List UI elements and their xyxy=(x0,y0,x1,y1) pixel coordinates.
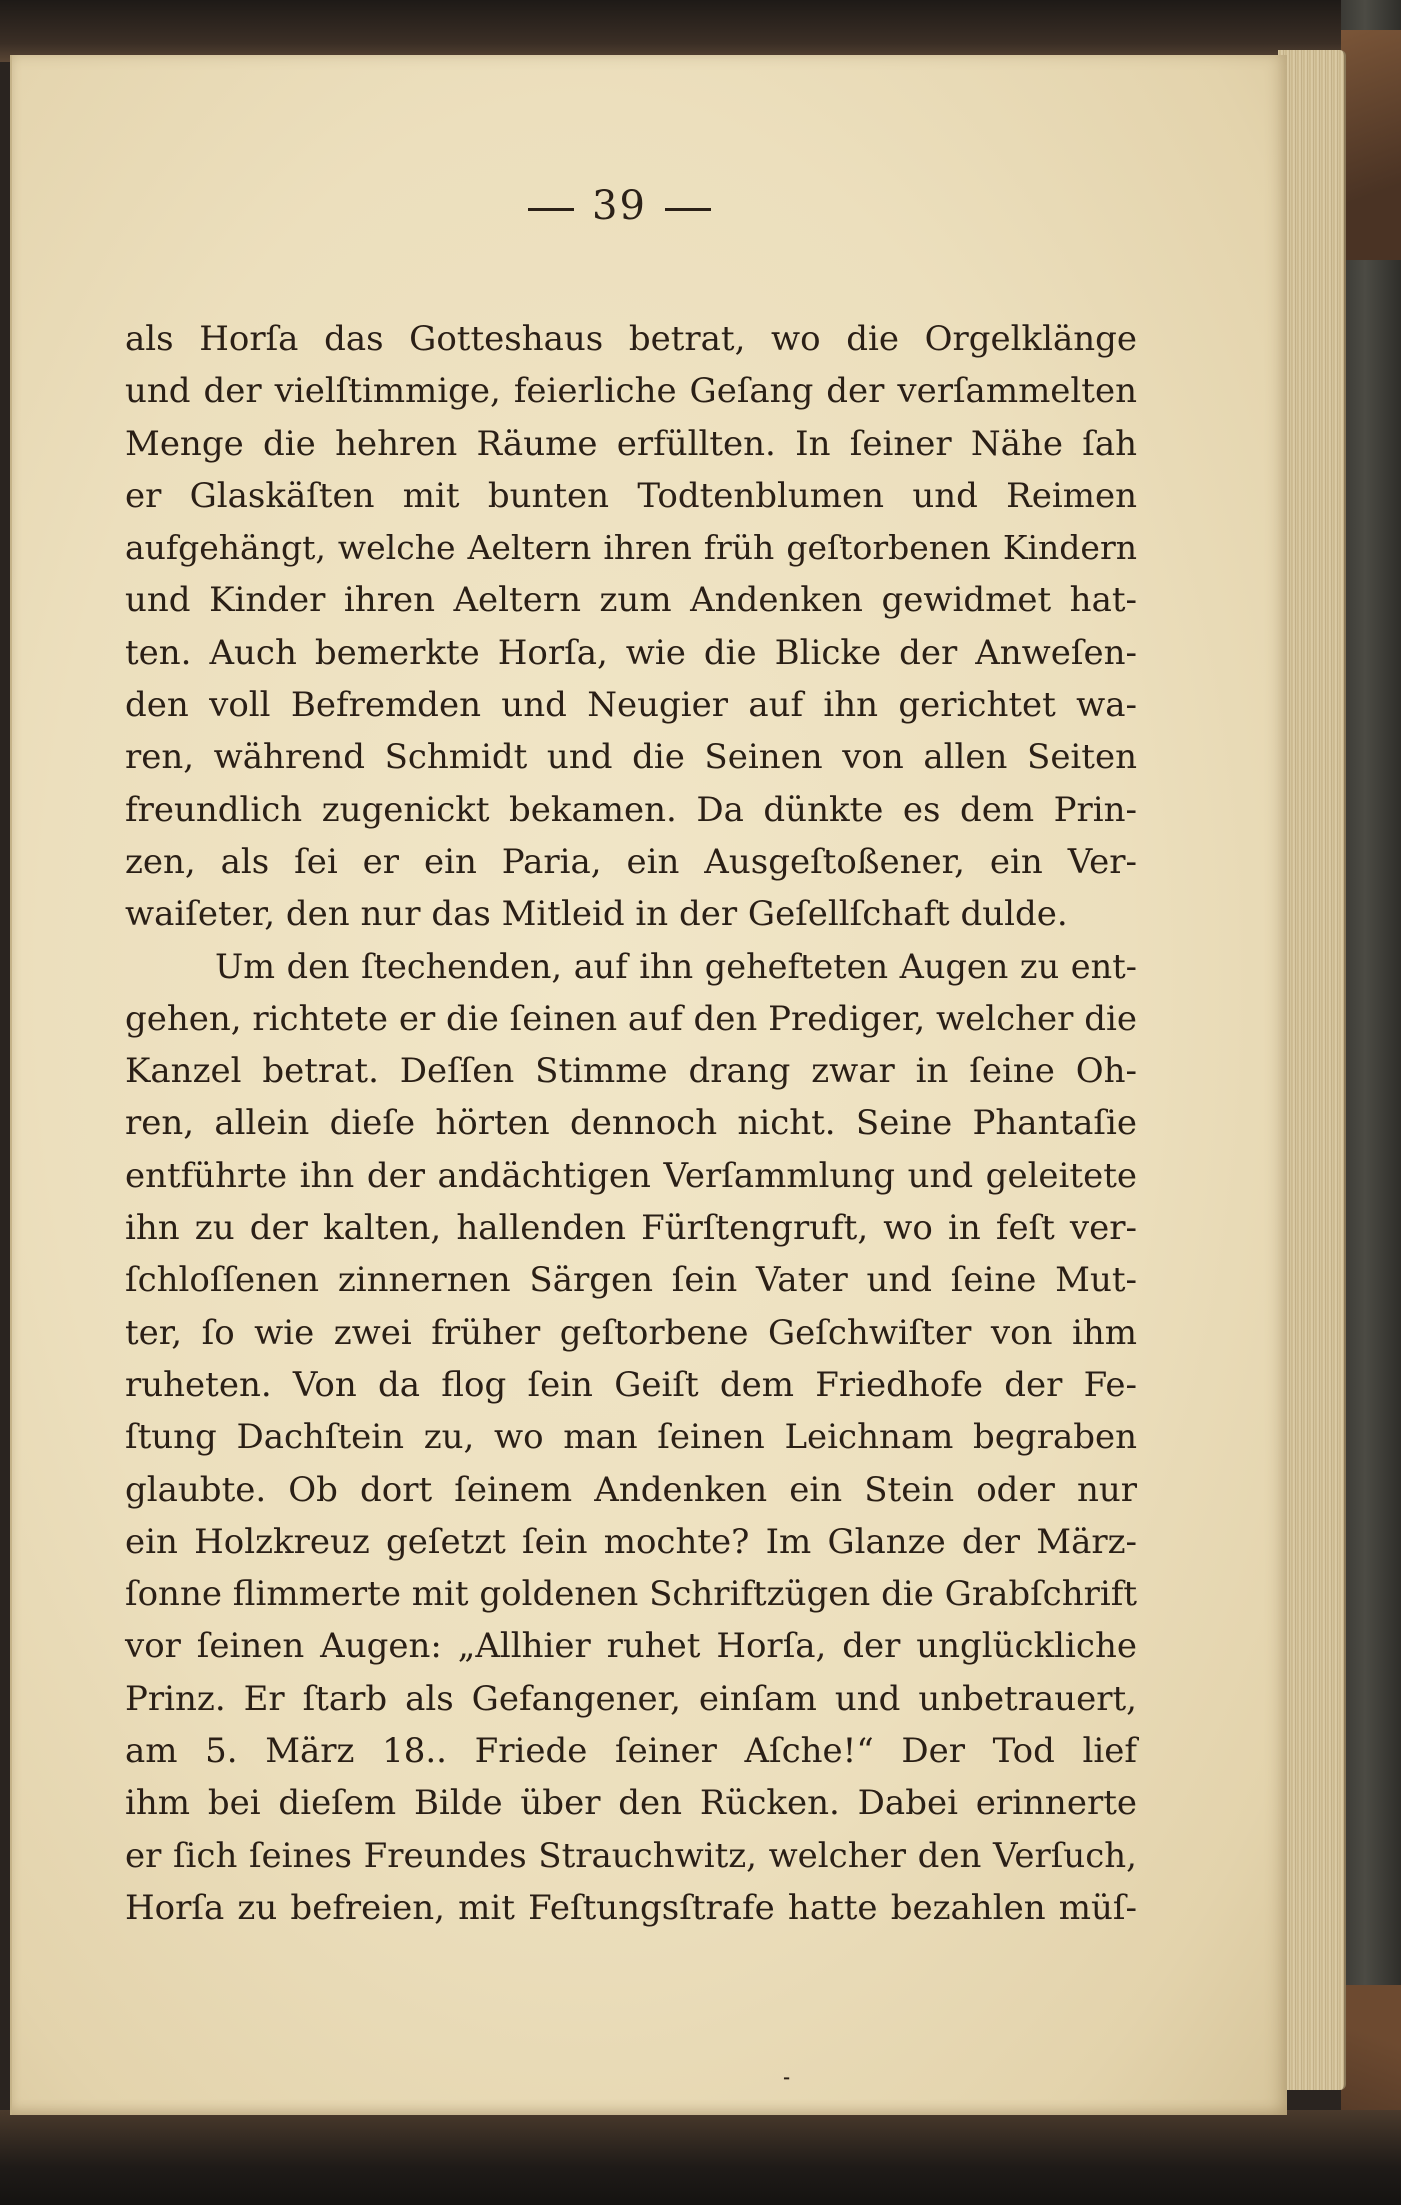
text-line: ter, ſo wie zwei früher geſtorbene Geſchwiſter von ihm xyxy=(125,1312,1137,1353)
page-number: 39 xyxy=(592,183,647,229)
text-line: er ſich ſeines Freundes Strauchwitz, welcher den Verſuch, xyxy=(125,1835,1137,1876)
text-line: ihm bei dieſem Bilde über den Rücken. Dabei erinnerte xyxy=(125,1783,1137,1824)
text-line: glaubte. Ob dort ſeinem Andenken ein Stein oder nur xyxy=(125,1469,1137,1510)
text-line: vor ſeinen Augen: „Allhier ruhet Horſa, der unglückliche xyxy=(125,1626,1137,1667)
leather-corner-top xyxy=(1341,30,1401,260)
text-line: ren, allein dieſe hörten dennoch nicht. Seine Phantaſie xyxy=(125,1103,1137,1144)
book-cover-right xyxy=(1341,0,1401,2205)
text-line: entführte ihn der andächtigen Verſammlung und geleitete xyxy=(125,1155,1137,1196)
text-line: ſtung Dachſtein zu, wo man ſeinen Leichnam begraben xyxy=(125,1417,1137,1458)
page-number-header xyxy=(12,183,1227,229)
body-text xyxy=(125,313,1137,1934)
text-line: ſchloſſenen zinnernen Särgen ſein Vater und ſeine Mut- xyxy=(125,1260,1137,1301)
text-line: ſonne flimmerte mit goldenen Schriftzügen die Grabſchrift xyxy=(125,1574,1137,1615)
text-line: am 5. März 18.. Friede ſeiner Aſche!“ Der Tod lief xyxy=(125,1731,1137,1772)
dash-left xyxy=(528,208,574,211)
book-cover-bottom xyxy=(0,2110,1401,2205)
text-line: und der vielſtimmige, feierliche Geſang der verſammelten xyxy=(125,371,1137,412)
text-line: gehen, richtete er die ſeinen auf den Prediger, welcher die xyxy=(125,998,1137,1039)
text-line: Prinz. Er ſtarb als Gefangener, einſam und unbetrauert, xyxy=(125,1678,1137,1719)
text-line: Horſa zu befreien, mit Feſtungsſtrafe hatte bezahlen müſ- xyxy=(125,1887,1137,1928)
ornament-mark: ⁃ xyxy=(782,2069,791,2090)
text-line: ten. Auch bemerkte Horſa, wie die Blicke der Anweſen- xyxy=(125,632,1137,673)
text-line: zen, als ſei er ein Paria, ein Ausgeſtoßener, ein Ver- xyxy=(125,841,1137,882)
text-line: ren, während Schmidt und die Seinen von allen Seiten xyxy=(125,737,1137,778)
text-line: ruheten. Von da flog ſein Geiſt dem Friedhofe der Fe- xyxy=(125,1364,1137,1405)
text-line-paragraph-start: Um den ſtechenden, auf ihn gehefteten Augen zu ent- xyxy=(215,946,1137,986)
text-line: aufgehängt, welche Aeltern ihren früh geſtorbenen Kindern xyxy=(125,528,1137,568)
page-edges xyxy=(1278,50,1346,2090)
dash-right xyxy=(665,208,711,211)
text-line: als Horſa das Gotteshaus betrat, wo die Orgelklänge xyxy=(125,319,1137,359)
book-cover-top xyxy=(0,0,1401,62)
text-line: ein Holzkreuz geſetzt ſein mochte? Im Glanze der März- xyxy=(125,1521,1137,1562)
text-line-paragraph-end: waiſeter, den nur das Mitleid in der Geſellſchaft dulde. xyxy=(125,894,1068,935)
text-line: er Glaskäſten mit bunten Todtenblumen und Reimen xyxy=(125,475,1137,516)
text-line: den voll Befremden und Neugier auf ihn gerichtet wa- xyxy=(125,685,1137,726)
text-line: freundlich zugenickt bekamen. Da dünkte es dem Prin- xyxy=(125,789,1137,830)
text-line: und Kinder ihren Aeltern zum Andenken gewidmet hat- xyxy=(125,580,1137,621)
text-line: ihn zu der kalten, hallenden Fürſtengruft, wo in feſt ver- xyxy=(125,1208,1137,1249)
book-page xyxy=(10,55,1287,2115)
text-line: Kanzel betrat. Deſſen Stimme drang zwar in ſeine Oh- xyxy=(125,1051,1137,1092)
text-line: Menge die hehren Räume erfüllten. In ſeiner Nähe ſah xyxy=(125,423,1137,464)
